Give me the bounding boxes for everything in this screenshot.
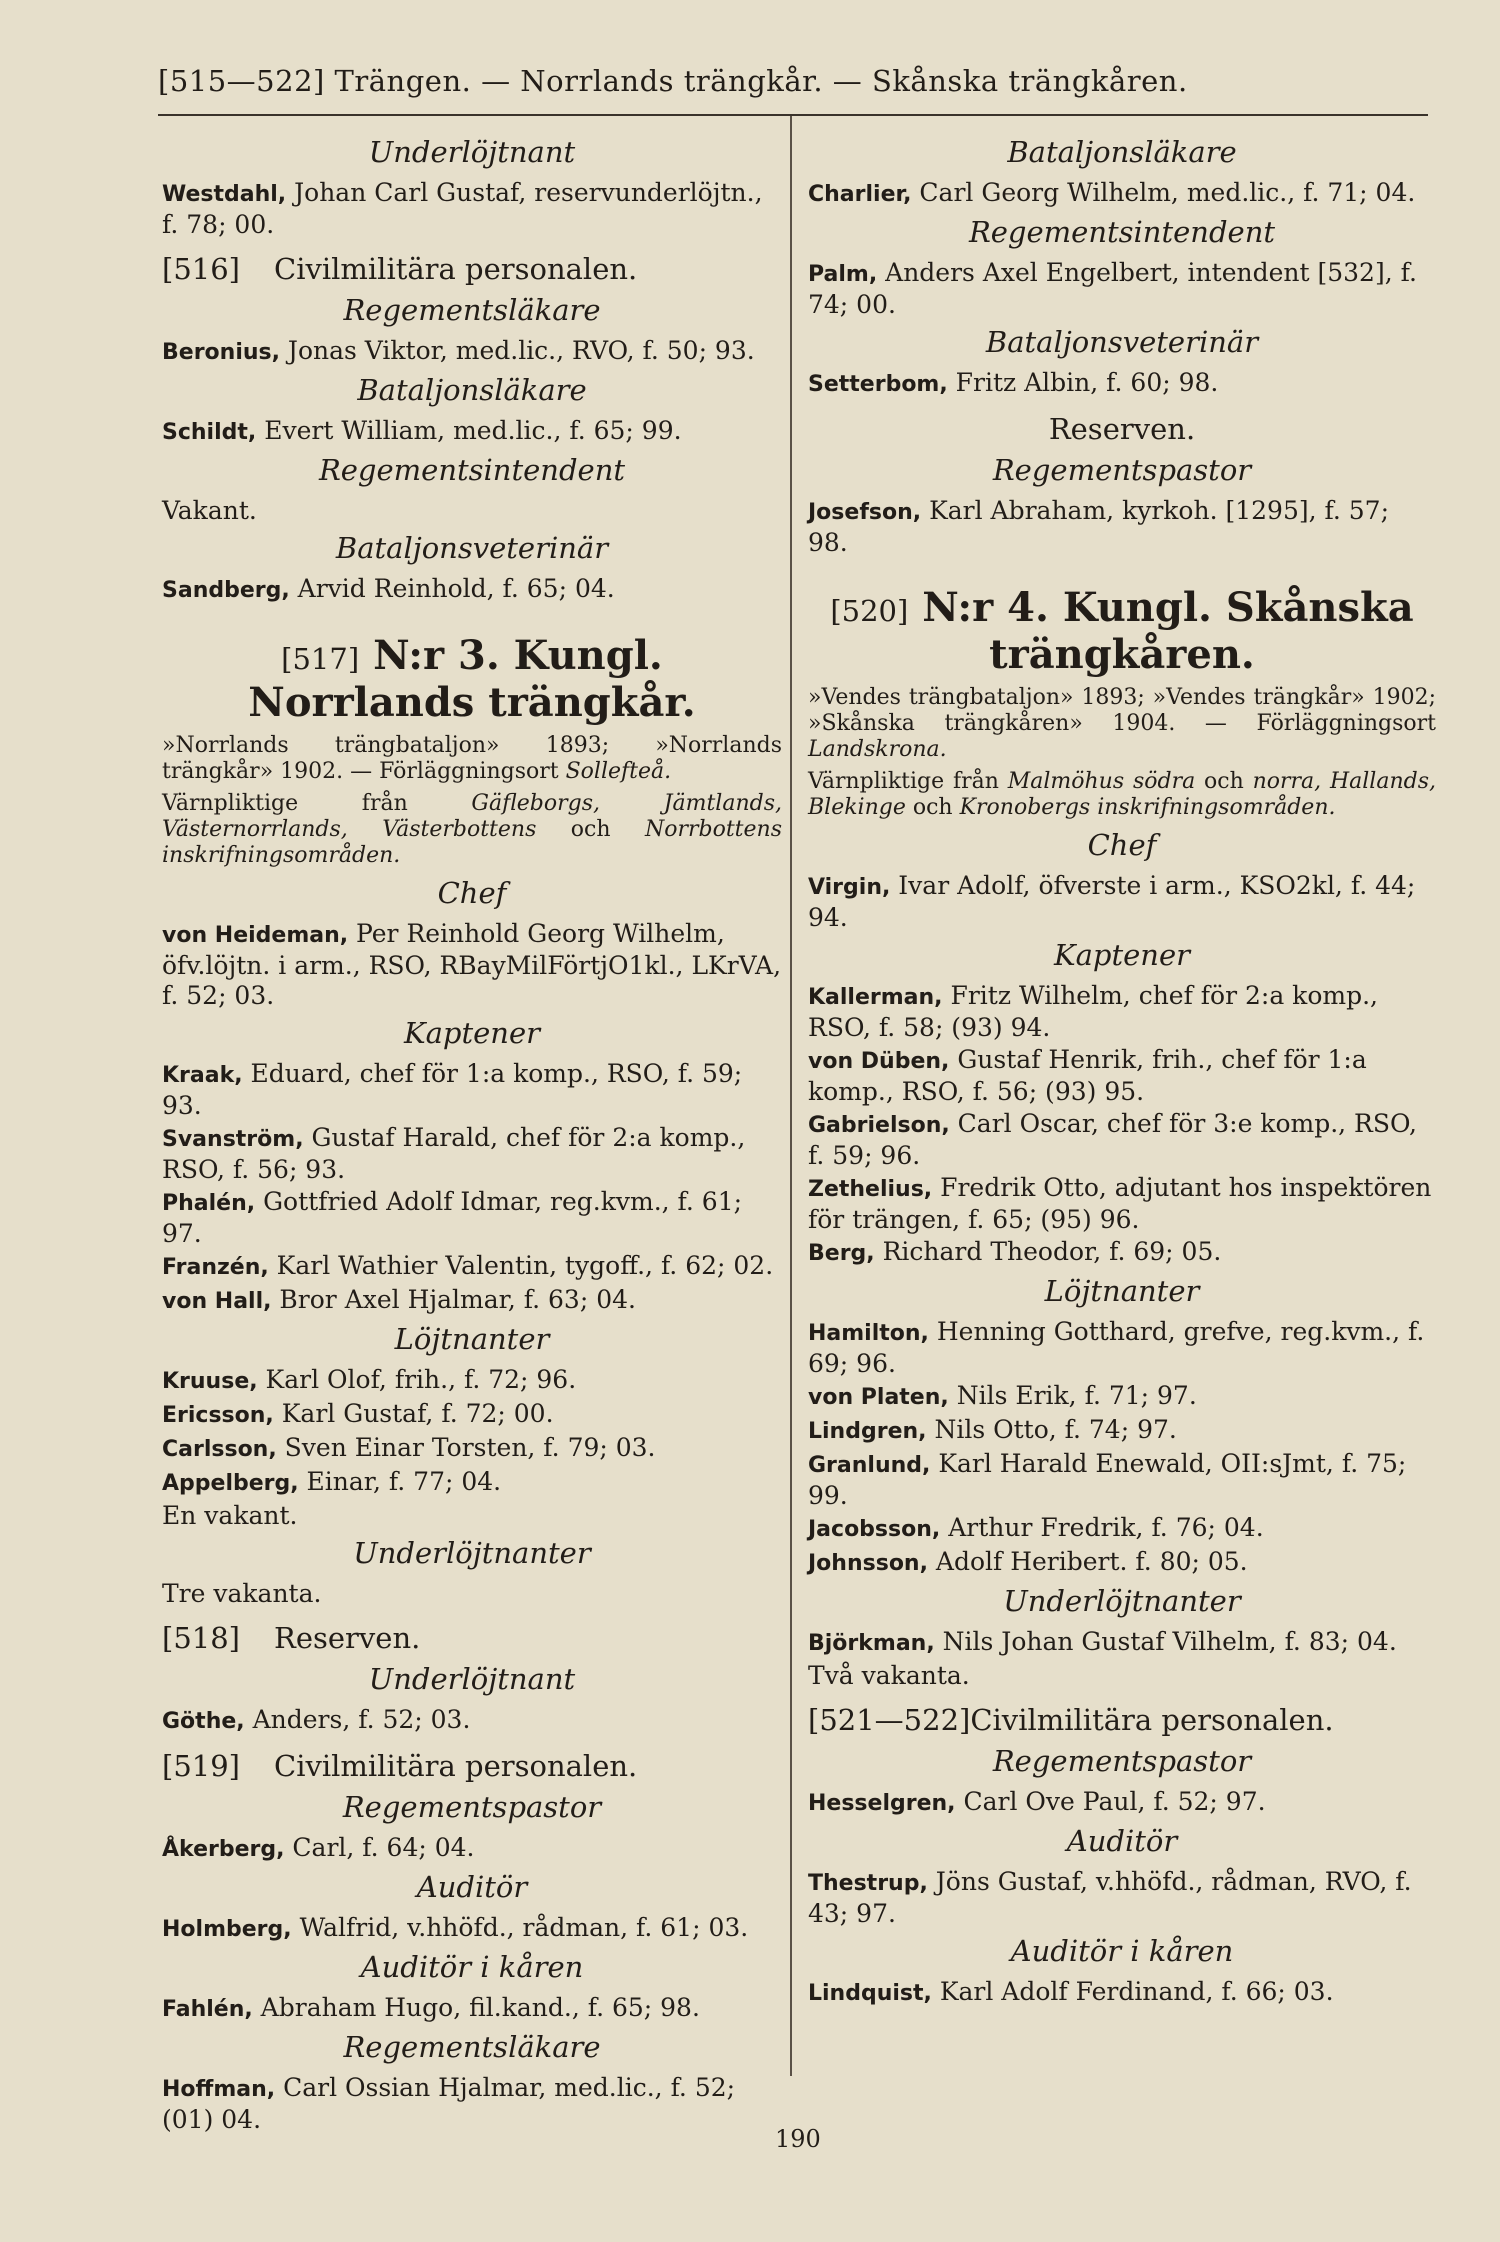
rank-heading: Auditör [416, 1870, 528, 1904]
column-divider [790, 116, 792, 2076]
rank-heading: Underlöjtnanter [1003, 1584, 1241, 1618]
entry: Granlund, Karl Harald Enewald, OII:sJmt, f. 75; 99. [808, 1449, 1407, 1510]
rank-heading: Bataljonsläkare [1007, 135, 1237, 169]
entry: Charlier, Carl Georg Wilhelm, med.lic., f. 71; 04. [808, 178, 1416, 207]
rank-heading: Regementspastor [992, 453, 1252, 487]
page-header: [515—522] Trängen. — Norrlands trängkår. — Skånska trängkåren. [158, 64, 1188, 98]
right-column [808, 130, 1436, 2011]
entry: Virgin, Ivar Adolf, öfverste i arm., KSO2kl, f. 44; 94. [808, 871, 1416, 932]
entry: Phalén, Gottfried Adolf Idmar, reg.kvm., f. 61; 97. [162, 1187, 743, 1248]
section-heading: [516] Civilmilitära personalen. [162, 252, 638, 286]
rank-heading: Löjtnanter [394, 1322, 550, 1356]
entry: Ericsson, Karl Gustaf, f. 72; 00. [162, 1399, 554, 1428]
vacancy-note: En vakant. [162, 1501, 298, 1530]
rank-heading: Auditör [1066, 1824, 1178, 1858]
rank-heading: Kaptener [403, 1016, 541, 1050]
entry: Jacobsson, Arthur Fredrik, f. 76; 04. [808, 1513, 1264, 1542]
rank-heading: Bataljonsveterinär [335, 531, 609, 565]
rank-heading: Regementsläkare [343, 293, 601, 327]
vacancy-note: Vakant. [162, 496, 257, 525]
entry: Westdahl, Johan Carl Gustaf, reservunderlöjtn., f. 78; 00. [162, 178, 763, 239]
unit-recruitment: Värnpliktige från Malmöhus södra och norra, Hallands, Blekinge och Kronobergs inskrifningsområden. [808, 769, 1436, 820]
header-rule [158, 114, 1428, 116]
entry: von Heideman, Per Reinhold Georg Wilhelm, öfv.löjtn. i arm., RSO, RBayMilFörtjO1kl., LKrVA, f. 52; 03. [162, 919, 782, 1010]
entry: Hesselgren, Carl Ove Paul, f. 52; 97. [808, 1787, 1266, 1816]
entry: Johnsson, Adolf Heribert. f. 80; 05. [808, 1547, 1248, 1576]
rank-heading: Chef [1087, 828, 1157, 862]
vacancy-note: Två vakanta. [808, 1661, 970, 1690]
entry: Appelberg, Einar, f. 77; 04. [162, 1467, 502, 1496]
left-column [162, 130, 782, 2137]
rank-heading: Regementsläkare [343, 2030, 601, 2064]
entry: Lindgren, Nils Otto, f. 74; 97. [808, 1415, 1177, 1444]
entry: Thestrup, Jöns Gustaf, v.hhöfd., rådman, RVO, f. 43; 97. [808, 1867, 1412, 1928]
section-heading: [518] Reserven. [162, 1621, 421, 1655]
entry: Carlsson, Sven Einar Torsten, f. 79; 03. [162, 1433, 656, 1462]
entry: Kruuse, Karl Olof, frih., f. 72; 96. [162, 1365, 577, 1394]
rank-heading: Regementsintendent [318, 453, 626, 487]
entry: Björkman, Nils Johan Gustaf Vilhelm, f. 83; 04. [808, 1627, 1397, 1656]
rank-heading: Auditör i kåren [360, 1950, 584, 1984]
entry: von Düben, Gustaf Henrik, frih., chef för 1:a komp., RSO, f. 56; (93) 95. [808, 1045, 1367, 1106]
rank-heading: Underlöjtnant [368, 1662, 576, 1696]
entry: von Hall, Bror Axel Hjalmar, f. 63; 04. [162, 1285, 636, 1314]
entry: Holmberg, Walfrid, v.hhöfd., rådman, f. 61; 03. [162, 1913, 749, 1942]
entry: Kallerman, Fritz Wilhelm, chef för 2:a komp., RSO, f. 58; (93) 94. [808, 981, 1378, 1042]
entry: Zethelius, Fredrik Otto, adjutant hos inspektören för trängen, f. 65; (95) 96. [808, 1173, 1432, 1234]
entry: Josefson, Karl Abraham, kyrkoh. [1295], f. 57; 98. [808, 496, 1389, 557]
entry: Palm, Anders Axel Engelbert, intendent [532], f. 74; 00. [808, 258, 1417, 319]
rank-heading: Löjtnanter [1044, 1274, 1200, 1308]
section-heading: Reserven. [1048, 412, 1196, 446]
unit-history: »Vendes trängbataljon» 1893; »Vendes trängkår» 1902; »Skånska trängkåren» 1904. — Förläggningsort Landskrona. [808, 685, 1436, 762]
entry: Åkerberg, Carl, f. 64; 04. [162, 1833, 475, 1862]
entry: Beronius, Jonas Viktor, med.lic., RVO, f. 50; 93. [162, 336, 755, 365]
entry: Gabrielson, Carl Oscar, chef för 3:e komp., RSO, f. 59; 96. [808, 1109, 1417, 1170]
page-number: 190 [775, 2125, 821, 2153]
entry: Setterbom, Fritz Albin, f. 60; 98. [808, 368, 1219, 397]
rank-heading: Regementsintendent [968, 215, 1276, 249]
rank-heading: Kaptener [1053, 938, 1191, 972]
entry: Kraak, Eduard, chef för 1:a komp., RSO, f. 59; 93. [162, 1059, 743, 1120]
rank-heading: Regementspastor [342, 1790, 602, 1824]
entry: Berg, Richard Theodor, f. 69; 05. [808, 1237, 1222, 1266]
section-heading: [519] Civilmilitära personalen. [162, 1749, 638, 1783]
entry: Franzén, Karl Wathier Valentin, tygoff., f. 62; 02. [162, 1251, 774, 1280]
rank-heading: Auditör i kåren [1010, 1934, 1234, 1968]
entry: Fahlén, Abraham Hugo, fil.kand., f. 65; 98. [162, 1993, 700, 2022]
rank-heading: Chef [437, 876, 507, 910]
unit-recruitment: Värnpliktige från Gäfleborgs, Jämtlands, Västernorrlands, Västerbottens och Norrbottens inskrifningsområden. [162, 791, 782, 868]
unit-title: [520] N:r 4. Kungl. Skånska trängkåren. [830, 584, 1414, 678]
entry: Hamilton, Henning Gotthard, grefve, reg.kvm., f. 69; 96. [808, 1317, 1425, 1378]
entry: Schildt, Evert William, med.lic., f. 65; 99. [162, 416, 682, 445]
rank-heading: Bataljonsveterinär [985, 325, 1259, 359]
unit-history: »Norrlands trängbataljon» 1893; »Norrlands trängkår» 1902. — Förläggningsort Sollefteå. [162, 733, 782, 784]
entry: Sandberg, Arvid Reinhold, f. 65; 04. [162, 574, 615, 603]
entry: Hoffman, Carl Ossian Hjalmar, med.lic., f. 52; (01) 04. [162, 2073, 736, 2134]
rank-heading: Bataljonsläkare [357, 373, 587, 407]
rank-heading: Underlöjtnant [368, 135, 576, 169]
entry: von Platen, Nils Erik, f. 71; 97. [808, 1381, 1197, 1410]
entry: Lindquist, Karl Adolf Ferdinand, f. 66; 03. [808, 1977, 1334, 2006]
section-heading: [521—522]Civilmilitära personalen. [808, 1703, 1334, 1737]
rank-heading: Regementspastor [992, 1744, 1252, 1778]
entry: Göthe, Anders, f. 52; 03. [162, 1705, 471, 1734]
unit-title: [517] N:r 3. Kungl. Norrlands trängkår. [248, 632, 696, 726]
rank-heading: Underlöjtnanter [353, 1536, 591, 1570]
entry: Svanström, Gustaf Harald, chef för 2:a komp., RSO, f. 56; 93. [162, 1123, 746, 1184]
vacancy-note: Tre vakanta. [162, 1579, 322, 1608]
